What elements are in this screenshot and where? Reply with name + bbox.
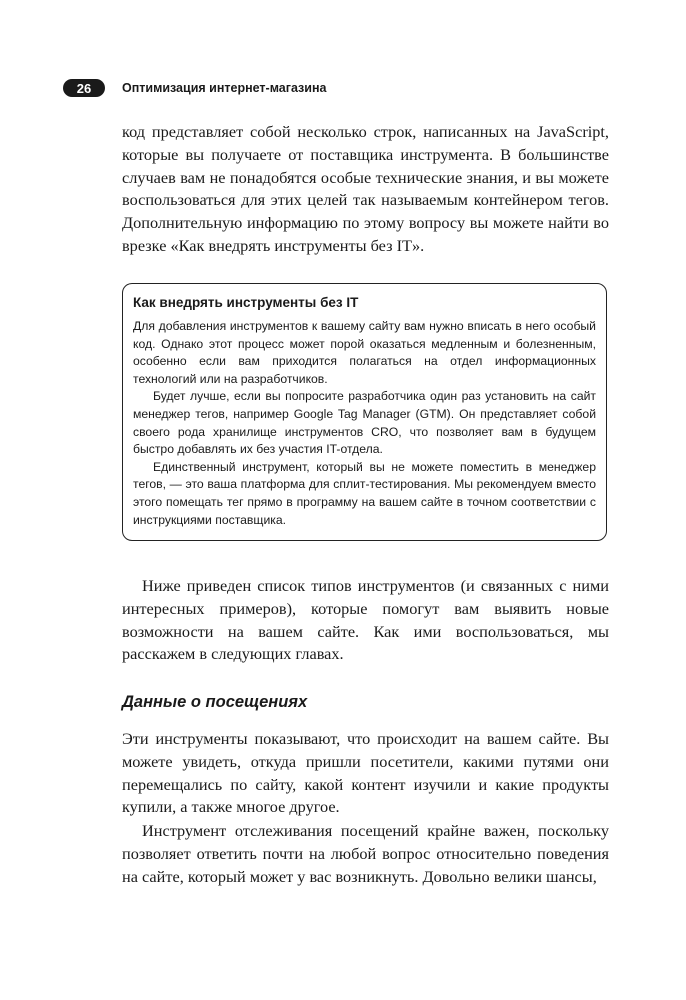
sidebar-title: Как внедрять инструменты без IT <box>133 295 359 310</box>
running-title: Оптимизация интернет-магазина <box>122 81 327 95</box>
page-header <box>63 78 326 98</box>
sidebar-paragraph: Будет лучше, если вы попросите разработчика один раз установить на сайт менеджер тегов, например Google Tag Manager (GTM). Он представляет собой своего рода хранилище инструментов CRO, что позволяет вам в будущем быстро добавлять их без участия IT-отдела. <box>133 389 596 457</box>
page-number: 26 <box>63 79 105 97</box>
section-paragraph: Инструмент отслеживания посещений крайне важен, поскольку позволяет ответить почти на любой вопрос относительно поведения на сайте, который может у вас возникнуть. Довольно велики шансы, <box>122 821 609 886</box>
after-sidebar-paragraph: Ниже приведен список типов инструментов (и связанных с ними интересных примеров), которые помогут вам выявить новые возможности на вашем сайте. Как ими воспользоваться, мы расскажем в следующих главах. <box>122 576 609 664</box>
intro-paragraph: код представляет собой несколько строк, написанных на JavaScript, которые вы получаете от поставщика инструмента. В большинстве случаев вам не понадобятся особые технические знания, и вы можете воспользоваться для этих целей так называемым контейнером тегов. Дополнительную информацию по этому вопросу вы можете найти во врезке «Как внедрять инструменты без IT». <box>122 122 609 255</box>
sidebar-paragraph: Единственный инструмент, который вы не можете поместить в менеджер тегов, — это ваша платформа для сплит-тестирования. Мы рекомендуем вместо этого помещать тег прямо в программу на вашем сайте в точном соответствии с инструкциями поставщика. <box>133 459 596 527</box>
section-paragraph: Эти инструменты показывают, что происходит на вашем сайте. Вы можете увидеть, откуда пришли посетители, какими путями они перемещались по сайту, какой контент изучили и какие продукты купили, а также многое другое. <box>122 729 609 817</box>
sidebar-paragraph: Для добавления инструментов к вашему сайту вам нужно вписать в него особый код. Однако этот процесс может порой оказаться медленным и болезненным, особенно если вам приходится полагаться на отдел информационных технологий или на разработчиков. <box>133 319 596 386</box>
sidebar-box <box>122 283 607 541</box>
section-heading: Данные о посещениях <box>122 693 308 711</box>
